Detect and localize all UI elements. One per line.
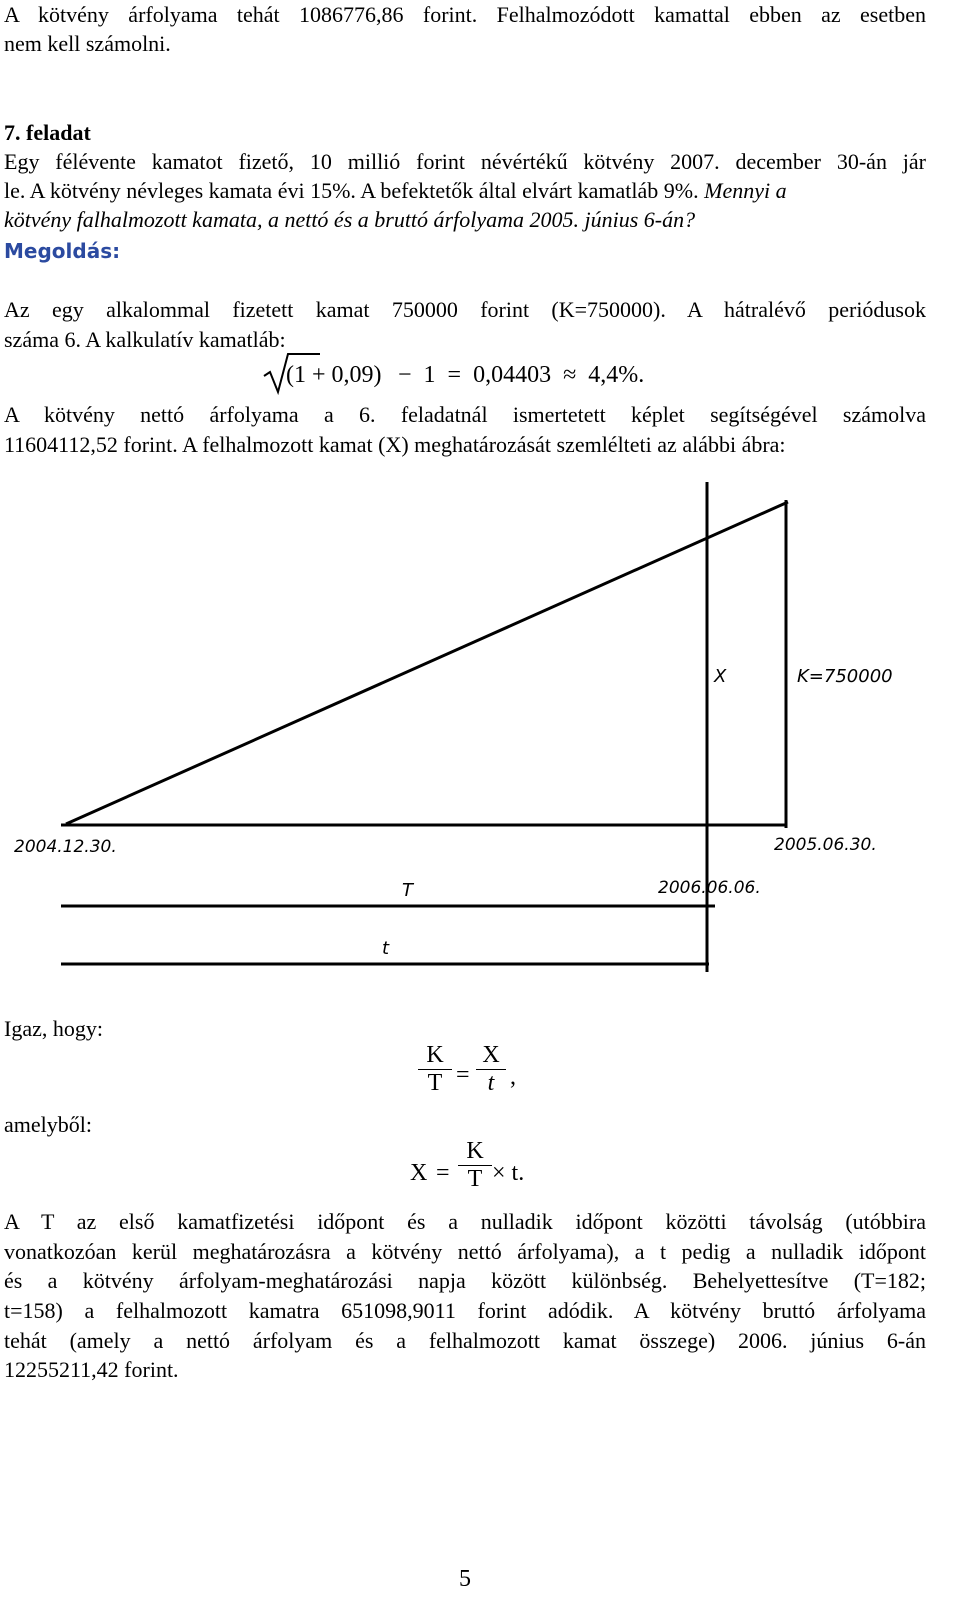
explanation-line-2: vonatkozóan kerül meghatározásra a kötvény nettó árfolyama), a t pedig a nulladik időpont xyxy=(4,1239,926,1264)
task-line-2 xyxy=(4,176,926,205)
formula-result: − 1 = 0,04403 ≈ 4,4%. xyxy=(398,362,645,388)
fraction-x-over-t xyxy=(476,1042,506,1097)
page-number: 5 xyxy=(459,1566,471,1592)
task-line-2-question: Mennyi a xyxy=(704,178,787,203)
frac1-denominator: T xyxy=(418,1069,452,1097)
task-line-3-question: kötvény falhalmozott kamata, a nettó és a bruttó árfolyama 2005. június 6-án? xyxy=(4,207,696,232)
date-start: 2004.12.30. xyxy=(14,837,117,857)
date-end: 2005.06.30. xyxy=(774,835,877,855)
frac1-numerator: K xyxy=(426,1042,444,1068)
intro-line-1: A kötvény árfolyama tehát 1086776,86 forint. Felhalmozódott kamattal ebben az esetben xyxy=(4,2,926,27)
explanation-line-1: A T az első kamatfizetési időpont és a nulladik időpont közötti távolság (utóbbira xyxy=(4,1209,926,1234)
explanation-line-5: tehát (amely a nettó árfolyam és a felhalmozott kamat összege) 2006. június 6-án xyxy=(4,1328,926,1353)
solution-line-4: 11604112,52 forint. A felhalmozott kamat (X) meghatározását szemlélteti az alábbi ábra: xyxy=(4,432,786,457)
frac3-numerator: K xyxy=(466,1138,484,1164)
task-line-1: Egy félévente kamatot fizető, 10 millió forint névértékű kötvény 2007. december 30-án jár xyxy=(4,149,926,174)
x-lhs: X xyxy=(410,1160,428,1186)
fraction-k-over-T xyxy=(418,1042,452,1097)
explanation-line-3: és a kötvény árfolyam-meghatározási napja között különbség. Behelyettesítve (T=182; xyxy=(4,1268,926,1293)
label-t: t xyxy=(382,938,390,959)
frac2-denominator: t xyxy=(476,1069,506,1097)
eq-sign-1: = xyxy=(456,1062,470,1088)
solution-line-3: A kötvény nettó árfolyama a 6. feladatnál ismertetett képlet segítségével számolva xyxy=(4,402,926,427)
label-T: T xyxy=(402,880,413,901)
frac2-numerator: X xyxy=(482,1042,500,1068)
task-heading: 7. feladat xyxy=(4,120,91,145)
date-mid: 2006.06.06. xyxy=(658,878,761,898)
times-t: × t. xyxy=(492,1160,525,1186)
explanation-line-4: t=158) a felhalmozott kamatra 651098,9011 forint adódik. A kötvény bruttó árfolyama xyxy=(4,1298,926,1323)
amelybol: amelyből: xyxy=(4,1112,92,1137)
frac3-denominator: T xyxy=(458,1165,492,1193)
task-line-2-text: le. A kötvény névleges kamata évi 15%. A befektetők által elvárt kamatláb 9%. xyxy=(4,178,699,203)
igaz-hogy: Igaz, hogy: xyxy=(4,1016,103,1041)
interest-growth-line xyxy=(66,502,788,824)
formula-inner: (1 + 0,09) xyxy=(286,362,382,388)
intro-line-2: nem kell számolni. xyxy=(4,31,171,56)
label-x: X xyxy=(714,666,727,687)
eq-sign-2: = xyxy=(436,1160,450,1186)
solution-line-1: Az egy alkalommal fizetett kamat 750000 forint (K=750000). A hátralévő periódusok xyxy=(4,297,926,322)
solution-heading: Megoldás: xyxy=(4,239,121,263)
accrued-interest-diagram xyxy=(0,470,960,980)
solution-line-2: száma 6. A kalkulatív kamatláb: xyxy=(4,327,286,352)
comma: , xyxy=(510,1064,516,1090)
fraction-k-over-T-2 xyxy=(458,1138,492,1193)
explanation-line-6: 12255211,42 forint. xyxy=(4,1357,179,1382)
label-k: K=750000 xyxy=(797,666,893,687)
